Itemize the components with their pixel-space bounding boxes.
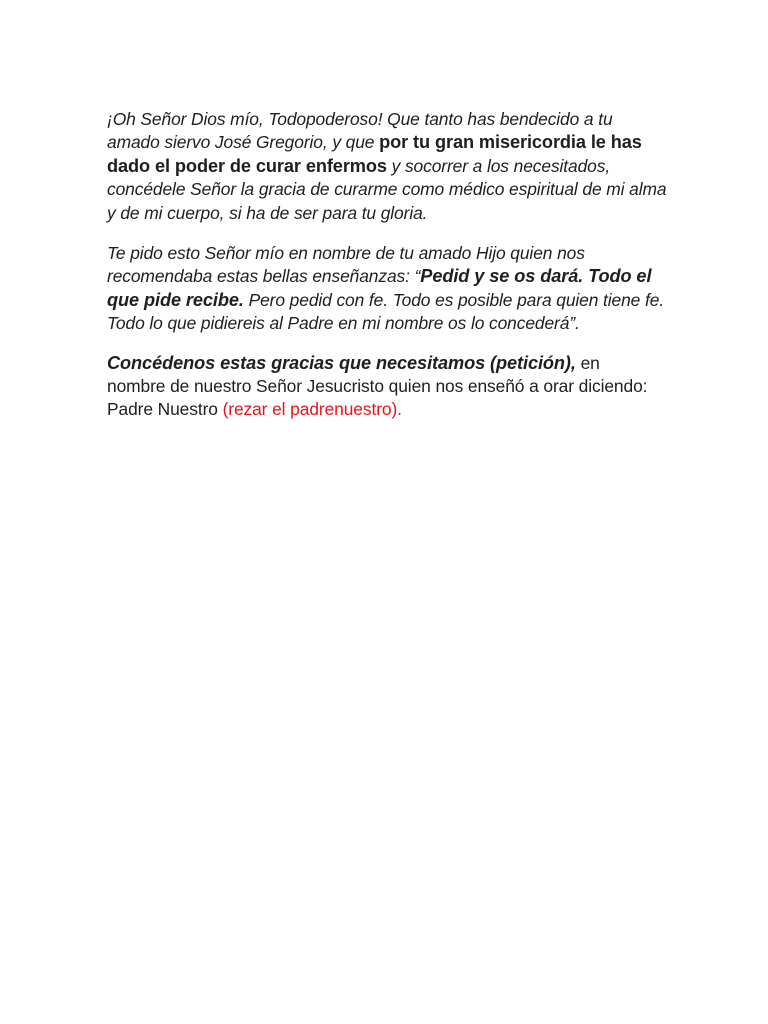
paragraph-2-text-1: Te pido esto Señor mío en nombre de tu amado Hijo quien nos recomendaba estas bellas enseñanzas: “ xyxy=(107,243,585,287)
prayer-text xyxy=(107,108,667,422)
paragraph-2-text-2: Pero pedid con fe. Todo es posible para quien tiene fe. Todo lo que pidiereis al Padre en mi nombre os lo concederá”. xyxy=(107,289,665,334)
paragraph-1-text-1: ¡Oh Señor Dios mío, Todopoderoso! Que tanto has bendecido a tu amado siervo José Gregorio, y que xyxy=(107,109,613,153)
paragraph-3-text-2: nombre de nuestro Señor Jesucristo quien nos enseñó a orar diciendo: Padre Nuestro xyxy=(107,376,648,420)
paragraph-1-text-2: y socorrer a los necesitados, concédele Señor la gracia de curarme como médico espiritual de mi alma y de mi cuerpo, si ha de ser para tu gloria. xyxy=(107,155,667,223)
paragraph-2-bold-text: Pedid y se os dará. Todo el que pide recibe. xyxy=(107,266,652,310)
paragraph-3-bold-text: Concédenos estas gracias que necesitamos (petición), xyxy=(107,352,576,373)
paragraph-2 xyxy=(107,242,667,336)
paragraph-3 xyxy=(107,352,667,422)
paragraph-1 xyxy=(107,108,667,225)
paragraph-1-bold-text: por tu gran misericordia le has dado el poder de curar enfermos xyxy=(107,132,642,176)
paragraph-3-text-1: en xyxy=(575,352,600,373)
paragraph-3-red-note: (rezar el padrenuestro). xyxy=(222,399,402,420)
